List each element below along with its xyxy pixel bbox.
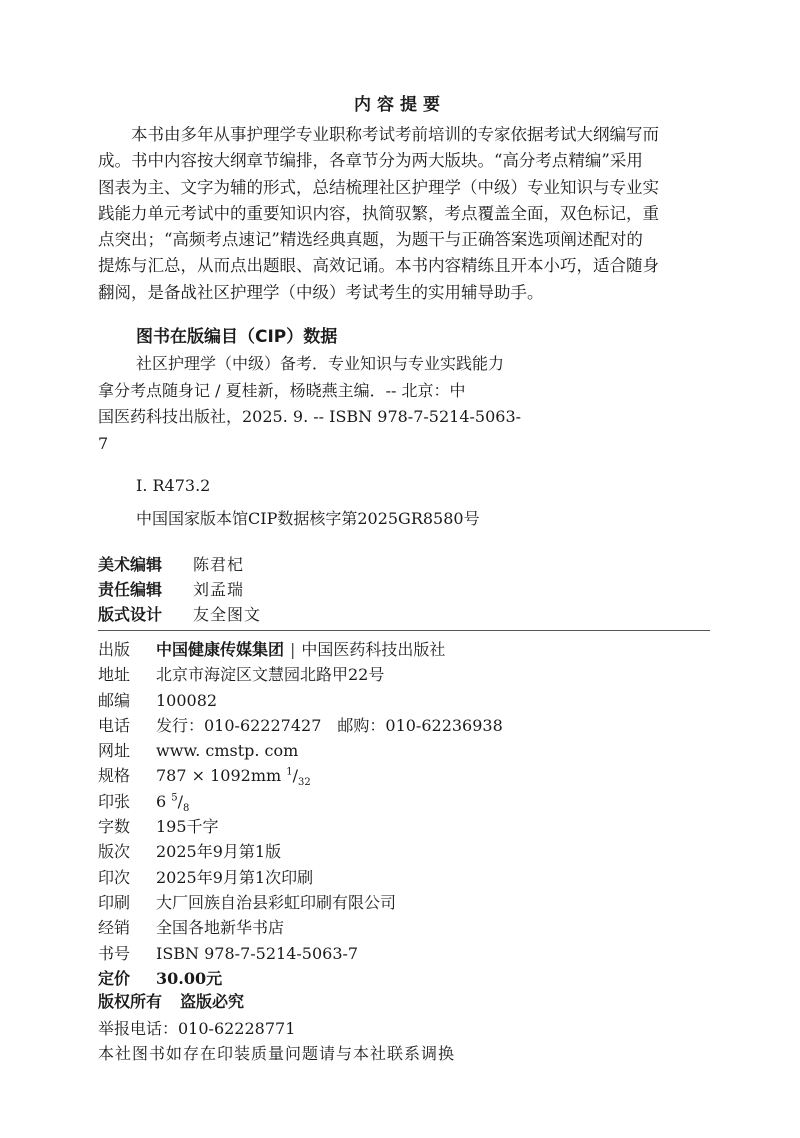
website-value: www. cmstp. com — [156, 741, 299, 761]
cip-classification: Ⅰ. R473.2 — [136, 476, 211, 495]
address-label: 地址 — [98, 665, 131, 685]
price-label: 定价 — [98, 968, 131, 988]
format-value: 787 × 1092mm — [156, 766, 282, 786]
phone-mail: 邮购：010-62236938 — [337, 715, 503, 735]
editor-name: 友全图文 — [193, 605, 262, 624]
sheets-whole: 6 — [156, 791, 167, 811]
summary-line: 本书由多年从事护理学专业职称考试考前培训的专家依据考试大纲编写而 — [131, 125, 659, 144]
isbn-label: 书号 — [98, 943, 131, 963]
cip-line: 拿分考点随身记 / 夏桂新，杨晓燕主编．-- 北京：中 — [98, 380, 466, 400]
report-hotline: 举报电话：010-62228771 — [98, 1019, 296, 1038]
editor-credits — [98, 552, 261, 627]
publication-details — [98, 637, 503, 991]
isbn-row — [98, 941, 503, 966]
distributor-value: 全国各地新华书店 — [156, 918, 285, 938]
quality-notice: 本社图书如存在印装质量问题请与本社联系调换 — [98, 1044, 456, 1063]
phone-label: 电话 — [98, 715, 131, 735]
rights-reserved: 版权所有 — [98, 992, 163, 1011]
summary-title: 内容提要 — [354, 95, 446, 115]
publisher-separator: | — [290, 640, 296, 659]
phone-issue: 发行：010-62227427 — [156, 715, 322, 735]
impression-row — [98, 865, 503, 890]
summary-line: 翻阅，是备战社区护理学（中级）考试考生的实用辅导助手。 — [98, 282, 544, 302]
summary-line: 点突出；“高频考点速记”精选经典真题，为题干与正确答案选项阐述配对的 — [98, 230, 643, 250]
words-value: 195千字 — [156, 817, 219, 837]
publisher-group: 中国健康传媒集团 — [156, 640, 285, 659]
editor-label: 责任编辑 — [98, 580, 163, 599]
editor-label: 版式设计 — [98, 605, 163, 624]
format-fraction-numerator: 1 — [286, 767, 293, 779]
publisher-row — [98, 637, 503, 662]
editor-name: 陈君杞 — [193, 555, 245, 574]
format-fraction-denominator: 32 — [298, 777, 311, 789]
printer-row — [98, 890, 503, 915]
rights-statement — [98, 989, 244, 1012]
website-row — [98, 738, 503, 763]
edition-label: 版次 — [98, 842, 131, 862]
isbn-value: ISBN 978-7-5214-5063-7 — [156, 943, 359, 963]
editor-name: 刘孟瑞 — [193, 580, 245, 599]
edition-row — [98, 839, 503, 864]
price-row — [98, 966, 503, 991]
format-label: 规格 — [98, 766, 131, 786]
summary-line: 图表为主、文字为辅的形式，总结梳理社区护理学（中级）专业知识与专业实 — [98, 177, 659, 197]
impression-label: 印次 — [98, 867, 131, 887]
cip-line: 7 — [98, 433, 109, 453]
publisher-label: 出版 — [98, 640, 131, 659]
price-value: 30.00元 — [156, 968, 223, 988]
phone-row — [98, 713, 503, 738]
summary-line: 提炼与汇总，从而点出题眼、高效记诵。本书内容精练且开本小巧，适合随身 — [98, 256, 659, 276]
words-label: 字数 — [98, 817, 131, 837]
postcode-row — [98, 688, 503, 713]
postcode-label: 邮编 — [98, 690, 131, 710]
impression-value: 2025年9月第1次印刷 — [156, 867, 314, 887]
cip-record — [98, 351, 568, 457]
summary-line: 践能力单元考试中的重要知识内容，执简驭繁，考点覆盖全面，双色标记，重 — [98, 203, 659, 223]
format-row: 规格 787 × 1092mm $^1/_{32}$ — [98, 763, 503, 788]
website-label: 网址 — [98, 741, 131, 761]
editor-label: 美术编辑 — [98, 555, 163, 574]
piracy-warning: 盗版必究 — [180, 992, 245, 1011]
edition-value: 2025年9月第1版 — [156, 842, 282, 862]
words-row — [98, 814, 503, 839]
printer-value: 大厂回族自治县彩虹印刷有限公司 — [156, 892, 397, 912]
cip-line: 国医药科技出版社，2025. 9. -- ISBN 978-7-5214-5063- — [98, 407, 522, 426]
sheets-label: 印张 — [98, 791, 131, 811]
cip-heading: 图书在版编目（CIP）数据 — [136, 327, 338, 347]
cip-record-number: 中国国家版本馆CIP数据核字第2025GR8580号 — [136, 509, 480, 528]
distributor-row — [98, 915, 503, 940]
editor-row — [98, 577, 261, 602]
address-row — [98, 662, 503, 687]
summary-line: 成。书中内容按大纲章节编排，各章节分为两大版块。“高分考点精编”采用 — [98, 151, 643, 171]
cip-line: 社区护理学（中级）备考．专业知识与专业实践能力 — [136, 354, 505, 373]
editor-row — [98, 602, 261, 627]
sheets-row: 印张 6 $^5/_8$ — [98, 789, 503, 814]
postcode-value: 100082 — [156, 690, 218, 710]
sheets-fraction-denominator: 8 — [183, 802, 190, 814]
editor-row — [98, 552, 261, 577]
section-divider — [98, 630, 710, 631]
summary-paragraph — [98, 122, 716, 306]
distributor-label: 经销 — [98, 918, 131, 938]
sheets-fraction-numerator: 5 — [171, 792, 178, 804]
printer-label: 印刷 — [98, 892, 131, 912]
address-value: 北京市海淀区文慧园北路甲22号 — [156, 665, 385, 685]
publisher-press: 中国医药科技出版社 — [301, 640, 446, 659]
